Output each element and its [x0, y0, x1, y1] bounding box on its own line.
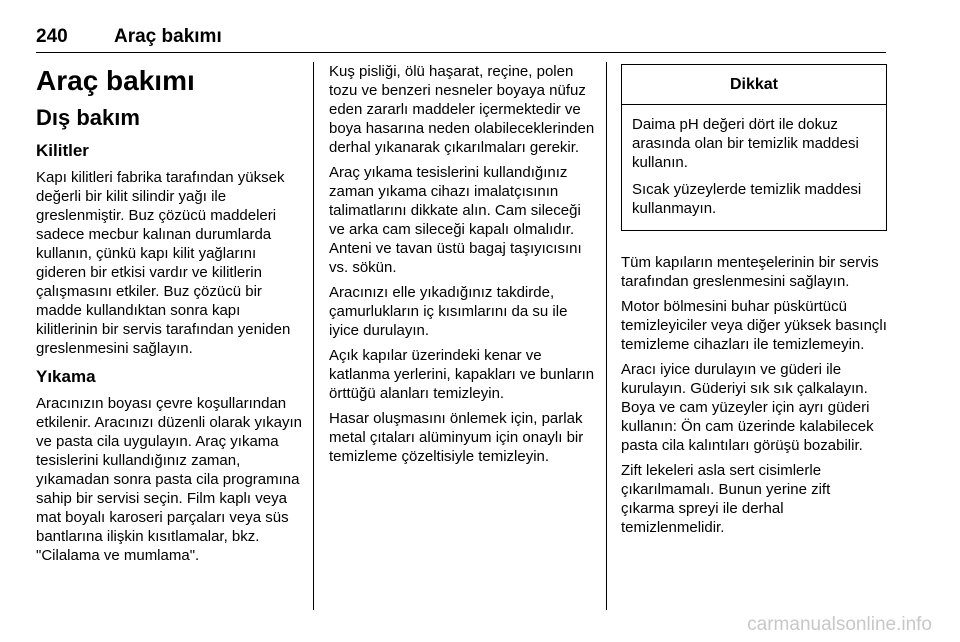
section-title: Dış bakım: [36, 105, 140, 130]
kilitler-paragraph: Kapı kilitleri fabrika tarafından yüksek değerli bir kilit silindir yağı ile greslenmiştir. Buz çözücü maddeleri sadece mecbur kalınan durumlarda kullanın, çünkü kapı kilit yağlarını gideren bir etkisi vardır ve kilitlerin çalışmasını etkiler. Buz çözücü bir madde kullandıktan sonra kapı kilitlerinin bir servis tarafından yeniden greslenmesini sağlayın.: [36, 169, 291, 357]
page-number: 240: [36, 26, 68, 47]
notice-body: [622, 105, 886, 230]
body-paragraph: Zift lekeleri asla sert cisimlerle çıkarılmamalı. Bunun yerine zift çıkarma spreyi ile derhal temizlenmelidir.: [621, 462, 831, 536]
body-paragraph: Araç yıkama tesislerini kullandığınız zaman yıkama cihazı imalatçısının talimatlarını dikkate alın. Cam sileceği ve arka cam sileceği kapalı olmalıdır. Anteni ve tavan üstü bagaj taşıyıcısını vs. sökün.: [329, 164, 582, 276]
body-paragraph: Motor bölmesini buhar püskürtücü temizleyiciler veya diğer yüksek basınçlı temizleme cihazları ile temizlemeyin.: [621, 298, 887, 353]
column-divider: [606, 62, 607, 610]
notice-title: Dikkat: [622, 65, 886, 105]
notice-paragraph: Daima pH değeri dört ile dokuz arasında olan bir temizlik maddesi kullanın.: [632, 116, 859, 171]
body-paragraph: Hasar oluşmasını önlemek için, parlak metal çıtaları alüminyum için onaylı bir temizleme çözeltisiyle temizleyin.: [329, 410, 584, 465]
watermark: carmanualsonline.info: [747, 614, 932, 635]
column-2: [329, 60, 597, 472]
body-paragraph: Açık kapılar üzerindeki kenar ve katlanma yerlerini, kapakları ve bunların örttüğü alanları temizleyin.: [329, 347, 595, 402]
running-title: Araç bakımı: [114, 26, 222, 47]
body-paragraph: Tüm kapıların menteşelerinin bir servis tarafından greslenmesini sağlayın.: [621, 254, 879, 290]
body-paragraph: Aracınızı elle yıkadığınız takdirde, çamurlukların iç kısımlarını da su ile iyice durulayın.: [329, 284, 568, 339]
caution-notice-box: [621, 64, 887, 231]
page-header: [36, 24, 886, 53]
subsection-title-yikama: Yıkama: [36, 367, 96, 386]
column-3: [621, 60, 887, 543]
notice-paragraph: Sıcak yüzeylerde temizlik maddesi kullanmayın.: [632, 181, 862, 217]
chapter-title: Araç bakımı: [36, 65, 195, 96]
column-1: [36, 60, 304, 571]
subsection-title-kilitler: Kilitler: [36, 141, 89, 160]
body-paragraph: Aracı iyice durulayın ve güderi ile kurulayın. Güderiyi sık sık çalkalayın. Boya ve cam yüzeyler için ayrı güderi kullanın: Ön cam üzerinde kalabilecek pasta cila kalıntıları görüşü bozabilir.: [621, 361, 874, 454]
yikama-paragraph: Aracınızın boyası çevre koşullarından etkilenir. Aracınızı düzenli olarak yıkayın ve pasta cila uygulayın. Araç yıkama tesislerini kullandığınız zaman, yıkamadan sonra pasta cila programına sahip bir servisi seçin. Film kaplı veya mat boyalı karoseri parçaları veya süs bantlarına ilişkin kısıtlamalar, bkz. "Cilalama ve mumlama".: [36, 395, 302, 564]
body-paragraph: Kuş pisliği, ölü haşarat, reçine, polen tozu ve benzeri nesneler boyaya nüfuz eden zararlı maddeler içermektedir ve boya hasarına neden olabileceklerinden derhal yıkanarak çıkarılmaları gerekir.: [329, 63, 595, 156]
column-divider: [313, 62, 314, 610]
